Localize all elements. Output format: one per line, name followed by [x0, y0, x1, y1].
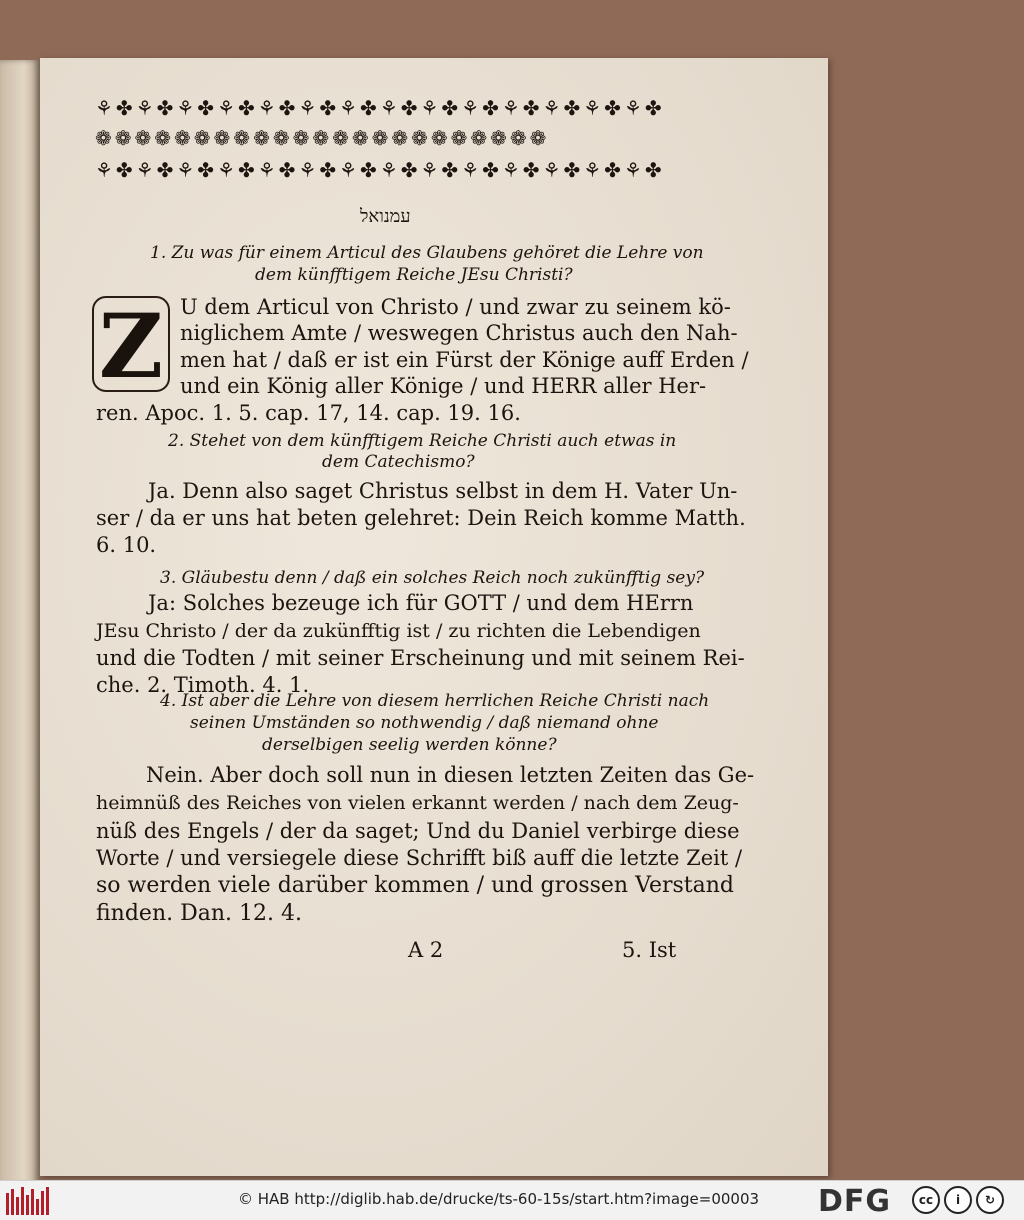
signature-mark: A 2	[408, 938, 444, 962]
question-4-line-1: 4. Ist aber die Lehre von diesem herrlichen Reiche Christi nach	[160, 691, 710, 711]
answer-2-line-3: 6. 10.	[96, 533, 157, 557]
copyright-link[interactable]: © HAB http://diglib.hab.de/drucke/ts-60-15s/start.htm?image=00003	[238, 1190, 760, 1208]
book-page	[40, 58, 828, 1176]
answer-4-line-6: finden. Dan. 12. 4.	[96, 901, 302, 926]
ornament-row-2: ❁❁❁❁❁❁❁❁❁❁❁❁❁❁❁❁❁❁❁❁❁❁❁	[95, 126, 550, 150]
answer-1-line-2: niglichem Amte / weswegen Christus auch den Nah-	[180, 321, 738, 345]
answer-1-line-3: men hat / daß er ist ein Fürst der Könige auff Erden /	[180, 348, 749, 372]
answer-3-line-1: Ja: Solches bezeuge ich für GOTT / und dem HErrn	[148, 591, 694, 615]
question-3: 3. Gläubestu denn / daß ein solches Reich noch zukünfftig sey?	[160, 568, 705, 588]
hebrew-heading: עמנואל	[360, 206, 411, 227]
ornament-row-1: ⚘✤⚘✤⚘✤⚘✤⚘✤⚘✤⚘✤⚘✤⚘✤⚘✤⚘✤⚘✤⚘✤⚘✤	[95, 96, 665, 120]
answer-4-line-4: Worte / und versiegele diese Schrifft biß auff die letzte Zeit /	[96, 846, 743, 870]
question-2-line-1: 2. Stehet von dem künfftigem Reiche Christi auch etwas in	[168, 431, 677, 451]
answer-4-line-3: nüß des Engels / der da saget; Und du Daniel verbirge diese	[96, 819, 740, 843]
question-1-line-1: 1. Zu was für einem Articul des Glaubens gehöret die Lehre von	[150, 243, 704, 263]
answer-3-line-4: che. 2. Timoth. 4. 1.	[96, 673, 310, 697]
answer-1-line-4: und ein König aller Könige / und HERR aller Her-	[180, 374, 707, 398]
drop-cap-initial: Z	[92, 296, 170, 392]
answer-3-line-2: JEsu Christo / der da zukünfftig ist / zu richten die Lebendigen	[96, 620, 701, 642]
ornament-row-3: ⚘✤⚘✤⚘✤⚘✤⚘✤⚘✤⚘✤⚘✤⚘✤⚘✤⚘✤⚘✤⚘✤⚘✤	[95, 158, 665, 182]
license-badge[interactable]	[912, 1185, 1018, 1215]
answer-1-line-5: ren. Apoc. 1. 5. cap. 17, 14. cap. 19. 16.	[96, 401, 521, 425]
answer-1-line-1: U dem Articul von Christo / und zwar zu seinem kö-	[180, 295, 731, 319]
share-alike-icon: ↻	[976, 1186, 1004, 1214]
dfg-logo: DFG	[818, 1184, 892, 1219]
answer-4-line-1: Nein. Aber doch soll nun in diesen letzten Zeiten das Ge-	[146, 763, 755, 787]
catchword: 5. Ist	[622, 938, 677, 962]
answer-3-line-3: und die Todten / mit seiner Erscheinung und mit seinem Rei-	[96, 646, 745, 670]
viewer-footer	[0, 1180, 1024, 1220]
question-2-line-2: dem Catechismo?	[322, 452, 475, 472]
answer-2-line-1: Ja. Denn also saget Christus selbst in dem H. Vater Un-	[148, 479, 738, 503]
question-4-line-3: derselbigen seelig werden könne?	[262, 735, 557, 755]
answer-2-line-2: ser / da er uns hat beten gelehret: Dein Reich komme Matth.	[96, 506, 746, 530]
previous-page-edge	[0, 60, 40, 1185]
answer-4-line-5: so werden viele darüber kommen / und grossen Verstand	[96, 873, 734, 898]
cc-icon: cc	[912, 1186, 940, 1214]
hab-barcode-logo	[6, 1187, 50, 1215]
answer-4-line-2: heimnüß des Reiches von vielen erkannt werden / nach dem Zeug-	[96, 792, 739, 814]
question-1-line-2: dem künfftigem Reiche JEsu Christi?	[255, 265, 573, 285]
attribution-icon: i	[944, 1186, 972, 1214]
question-4-line-2: seinen Umständen so nothwendig / daß niemand ohne	[190, 713, 659, 733]
